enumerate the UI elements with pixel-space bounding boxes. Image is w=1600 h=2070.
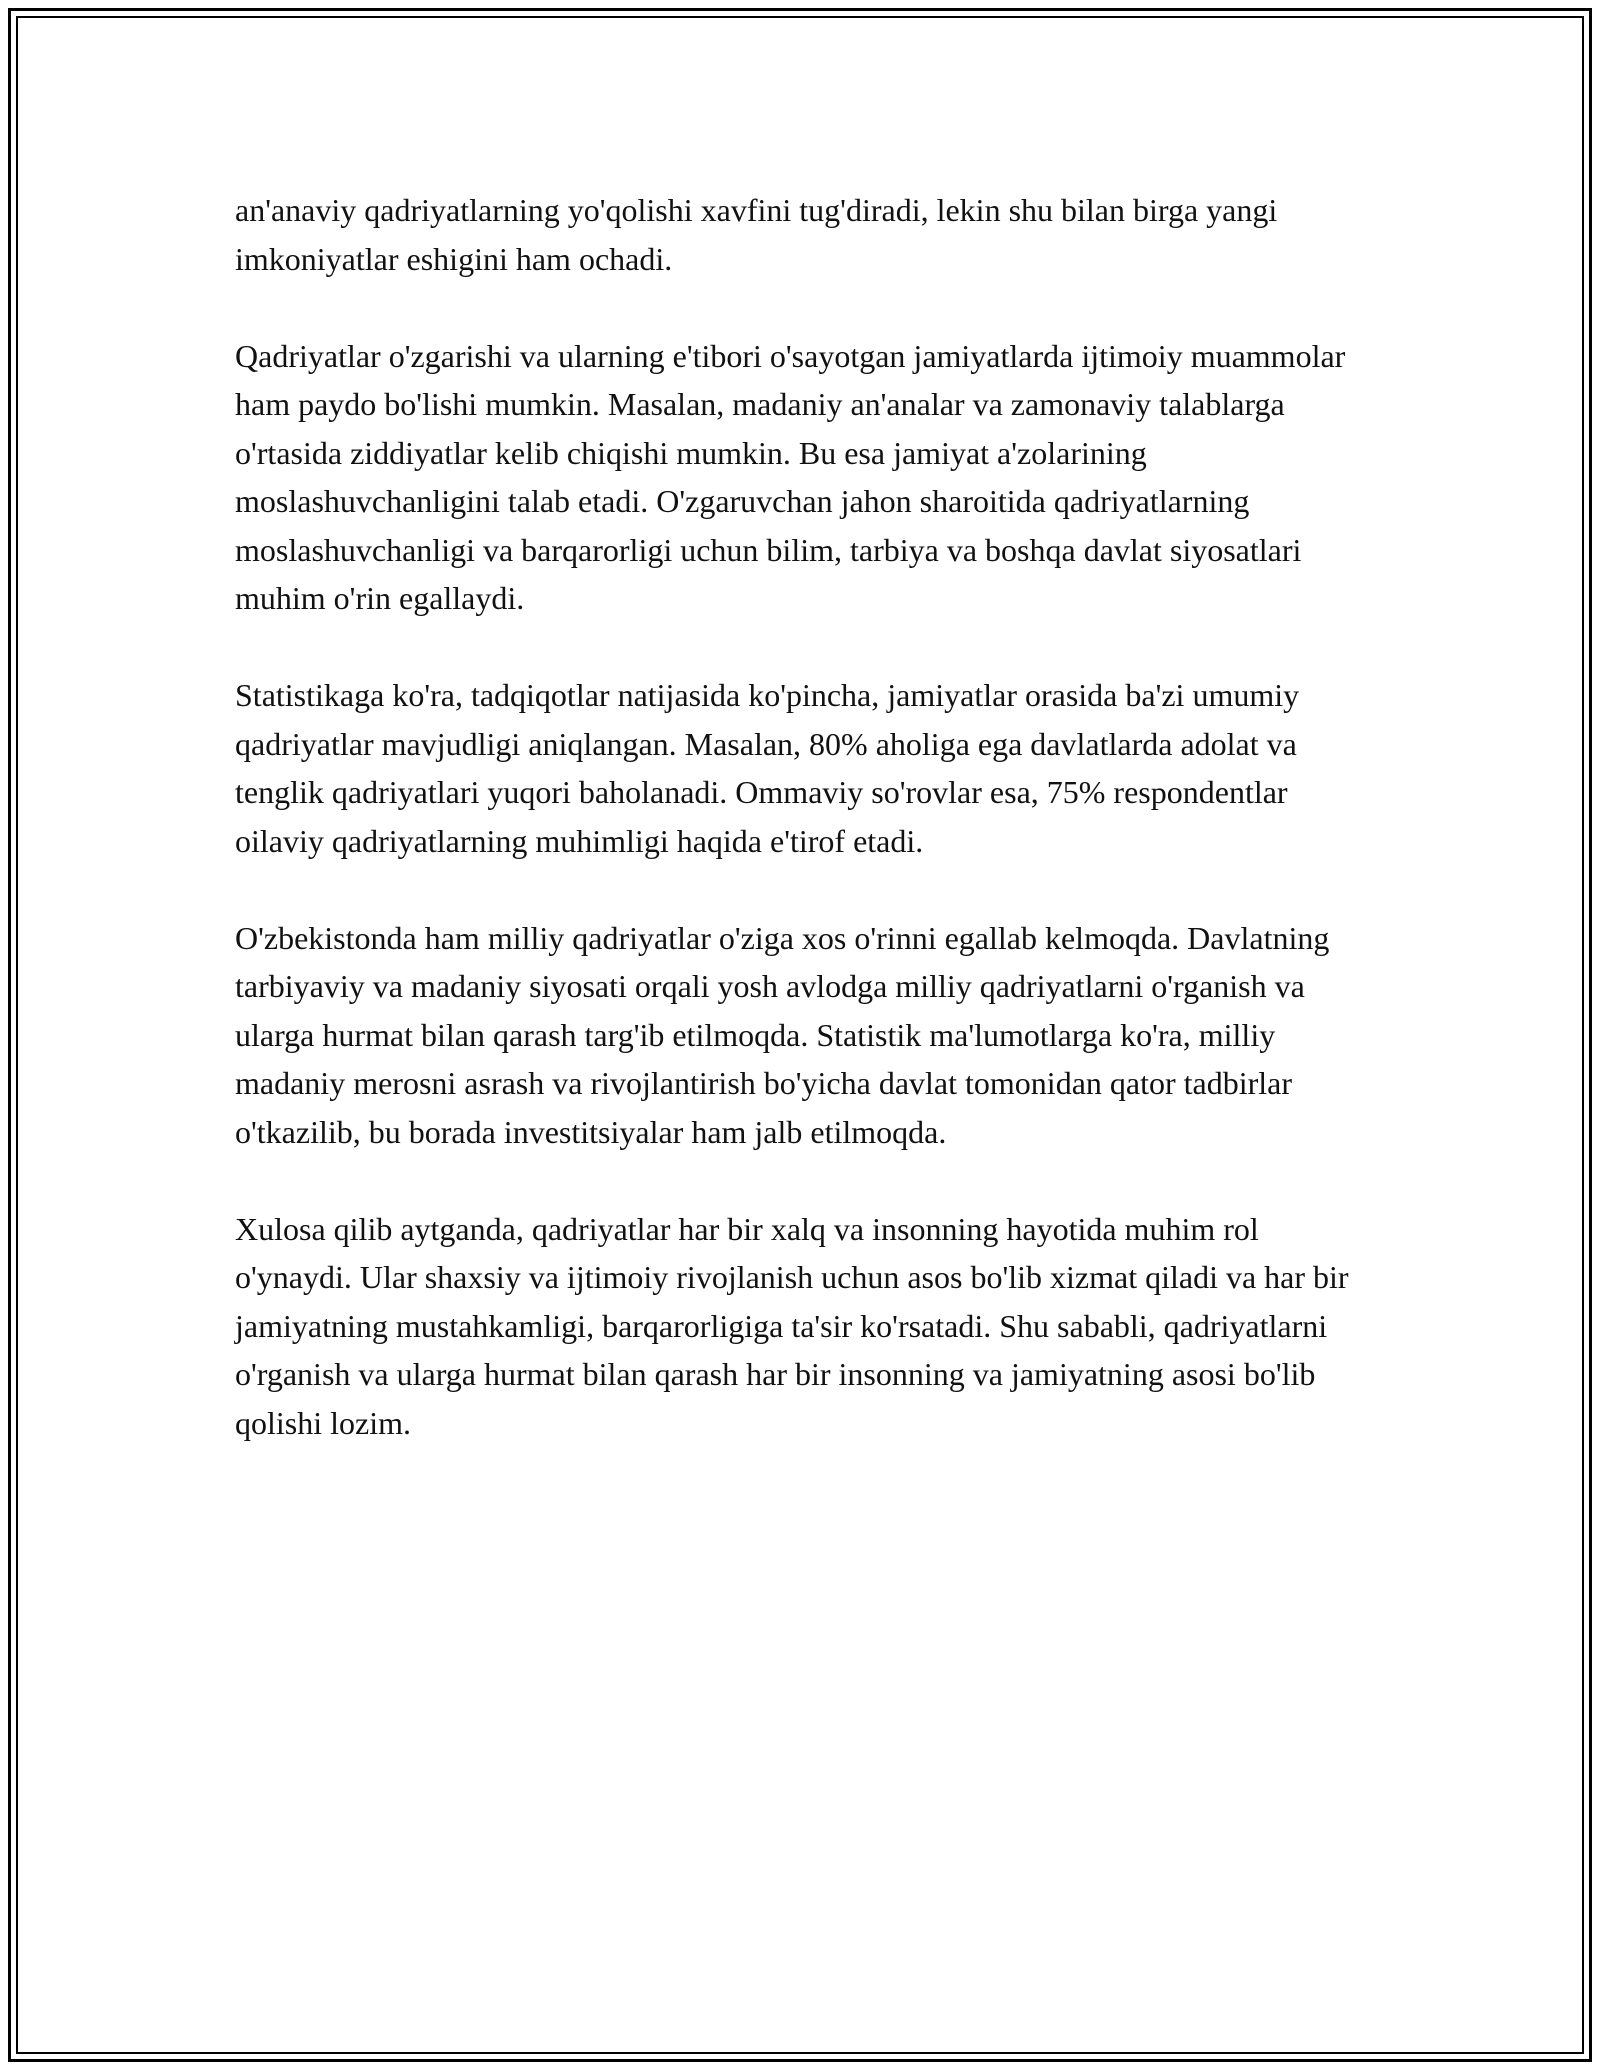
document-body	[235, 186, 1375, 1496]
paragraph: Statistikaga ko'ra, tadqiqotlar natijasida ko'pincha, jamiyatlar orasida ba'zi umumiy qadriyatlar mavjudligi aniqlangan. Masalan, 80% aholiga ega davlatlarda adolat va tenglik qadriyatlari yuqori baholanadi. Ommaviy so'rovlar esa, 75% respondentlar oilaviy qadriyatlarning muhimligi haqida e'tirof etadi.	[235, 677, 1300, 859]
paragraph: Xulosa qilib aytganda, qadriyatlar har bir xalq va insonning hayotida muhim rol o'ynaydi. Ular shaxsiy va ijtimoiy rivojlanish uchun asos bo'lib xizmat qiladi va har bir jamiyatning mustahkamligi, barqarorligiga ta'sir ko'rsatadi. Shu sababli, qadriyatlarni o'rganish va ularga hurmat bilan qarash har bir insonning va jamiyatning asosi bo'lib qolishi lozim.	[235, 1210, 1349, 1441]
paragraph: O'zbekistonda ham milliy qadriyatlar o'ziga xos o'rinni egallab kelmoqda. Davlatning tarbiyaviy va madaniy siyosati orqali yosh avlodga milliy qadriyatlarni o'rganish va ularga hurmat bilan qarash targ'ib etilmoqda. Statistik ma'lumotlarga ko'ra, milliy madaniy merosni asrash va rivojlantirish bo'yicha davlat tomonidan qator tadbirlar o'tkazilib, bu borada investitsiyalar ham jalb etilmoqda.	[235, 919, 1330, 1150]
paragraph: an'anaviy qadriyatlarning yo'qolishi xavfini tug'diradi, lekin shu bilan birga yangi imkoniyatlar eshigini ham ochadi.	[235, 192, 1278, 277]
paragraph: Qadriyatlar o'zgarishi va ularning e'tibori o'sayotgan jamiyatlarda ijtimoiy muammolar ham paydo bo'lishi mumkin. Masalan, madaniy an'analar va zamonaviy talablarga o'rtasida ziddiyatlar kelib chiqishi mumkin. Bu esa jamiyat a'zolarining moslashuvchanligini talab etadi. O'zgaruvchan jahon sharoitida qadriyatlarning moslashuvchanligi va barqarorligi uchun bilim, tarbiya va boshqa davlat siyosatlari muhim o'rin egallaydi.	[235, 337, 1346, 616]
